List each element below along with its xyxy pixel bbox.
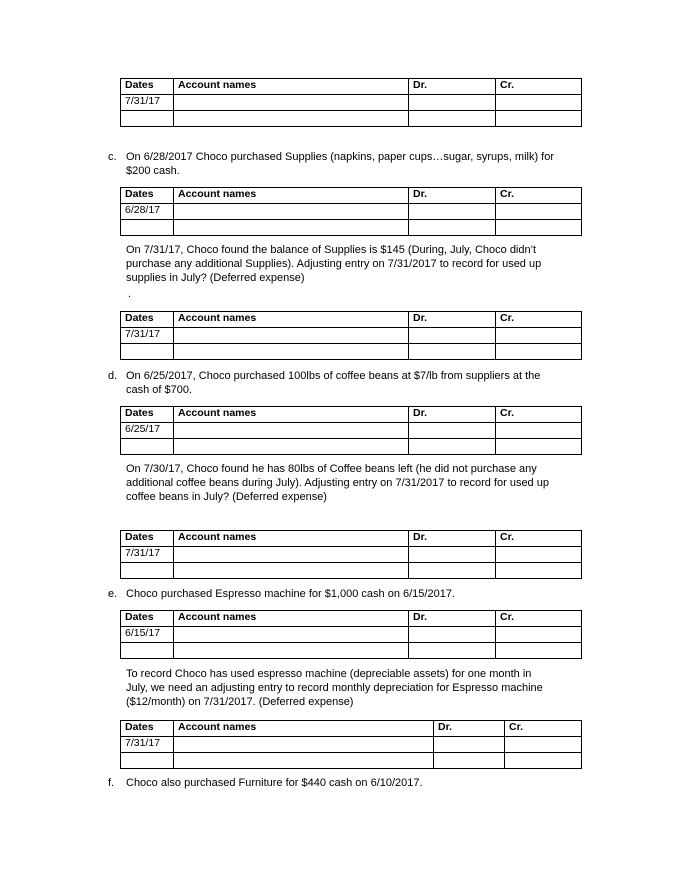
credit-header: Cr. [496,611,582,627]
debit-cell[interactable] [434,753,505,769]
table-row [121,737,582,753]
date-cell: 6/28/17 [121,204,174,220]
account-names-header: Account names [174,721,434,737]
credit-header: Cr. [496,312,582,328]
dates-header: Dates [121,79,174,95]
credit-cell[interactable] [496,220,582,236]
date-cell: 7/31/17 [121,95,174,111]
table-row [121,627,582,643]
account-names-header: Account names [174,188,409,204]
date-cell: 7/31/17 [121,328,174,344]
account-names-header: Account names [174,312,409,328]
journal-table-3 [120,311,582,360]
item-e-adjusting-text [126,667,543,709]
credit-cell[interactable] [496,423,582,439]
credit-cell[interactable] [496,547,582,563]
credit-cell[interactable] [496,439,582,455]
debit-header: Dr. [409,79,496,95]
table-header-row [121,611,582,627]
text-line: On 6/28/2017 Choco purchased Supplies (napkins, paper cups…sugar, syrups, milk) for [126,151,555,163]
account-cell[interactable] [174,563,409,579]
table-row [121,547,582,563]
debit-cell[interactable] [409,547,496,563]
dates-header: Dates [121,721,174,737]
debit-header: Dr. [409,188,496,204]
journal-table-2 [120,187,582,236]
account-cell[interactable] [174,753,434,769]
table-row [121,423,582,439]
text-line: cash of $700. [126,384,193,396]
table-header-row [121,312,582,328]
item-e-text [126,587,455,601]
journal-table-5 [120,530,582,579]
account-cell[interactable] [174,111,409,127]
journal-table-7 [120,720,582,769]
item-d-letter: d. [108,370,118,382]
debit-cell[interactable] [409,439,496,455]
table-row [121,95,582,111]
dates-header: Dates [121,531,174,547]
table-header-row [121,531,582,547]
journal-table-6 [120,610,582,659]
table-header-row [121,79,582,95]
credit-header: Cr. [496,79,582,95]
text-line: On 6/25/2017, Choco purchased 100lbs of coffee beans at $7/lb from suppliers at the [126,370,541,382]
journal-table-4 [120,406,582,455]
debit-cell[interactable] [434,737,505,753]
journal-table-1 [120,78,582,127]
date-cell[interactable] [121,439,174,455]
table-header-row [121,721,582,737]
debit-header: Dr. [434,721,505,737]
account-names-header: Account names [174,79,409,95]
text-line: On 7/30/17, Choco found he has 80lbs of Coffee beans left (he did not purchase any [126,463,537,475]
text-line: ($12/month) on 7/31/2017. (Deferred expense) [126,696,354,708]
date-cell: 6/15/17 [121,627,174,643]
date-cell[interactable] [121,220,174,236]
credit-cell[interactable] [505,753,582,769]
account-cell[interactable] [174,627,409,643]
credit-cell[interactable] [496,111,582,127]
date-cell: 7/31/17 [121,547,174,563]
text-line: Choco purchased Espresso machine for $1,000 cash on 6/15/2017. [126,588,455,600]
date-cell[interactable] [121,753,174,769]
item-c-adjusting-text [126,243,541,285]
text-line: Choco also purchased Furniture for $440 cash on 6/10/2017. [126,777,423,789]
text-line: coffee beans in July? (Deferred expense) [126,491,327,503]
date-cell[interactable] [121,111,174,127]
text-line: July, we need an adjusting entry to record monthly depreciation for Espresso machine [126,682,543,694]
table-header-row [121,407,582,423]
credit-header: Cr. [505,721,582,737]
text-line: additional coffee beans during July). Adjusting entry on 7/31/2017 to record for used up [126,477,549,489]
account-cell[interactable] [174,344,409,360]
debit-cell[interactable] [409,220,496,236]
text-line: $200 cash. [126,165,180,177]
dates-header: Dates [121,188,174,204]
credit-cell[interactable] [505,737,582,753]
debit-header: Dr. [409,531,496,547]
debit-cell[interactable] [409,563,496,579]
debit-header: Dr. [409,407,496,423]
credit-cell[interactable] [496,563,582,579]
table-header-row [121,188,582,204]
table-row [121,439,582,455]
item-d-adjusting-text [126,462,549,504]
text-line: purchase any additional Supplies). Adjusting entry on 7/31/2017 to record for used up [126,258,542,270]
stray-dot: . [128,288,132,300]
dates-header: Dates [121,312,174,328]
text-line: To record Choco has used espresso machine (depreciable assets) for one month in [126,668,532,680]
account-names-header: Account names [174,407,409,423]
text-line: On 7/31/17, Choco found the balance of Supplies is $145 (During, July, Choco didn’t [126,244,537,256]
debit-cell[interactable] [409,627,496,643]
item-c-letter: c. [108,151,117,163]
credit-cell[interactable] [496,328,582,344]
date-cell[interactable] [121,344,174,360]
credit-cell[interactable] [496,627,582,643]
credit-cell[interactable] [496,344,582,360]
debit-cell[interactable] [409,111,496,127]
date-cell: 7/31/17 [121,737,174,753]
account-cell[interactable] [174,643,409,659]
credit-header: Cr. [496,531,582,547]
credit-header: Cr. [496,188,582,204]
date-cell[interactable] [121,563,174,579]
table-row [121,204,582,220]
account-cell[interactable] [174,439,409,455]
table-row [121,753,582,769]
debit-cell[interactable] [409,423,496,439]
text-line: supplies in July? (Deferred expense) [126,272,305,284]
debit-cell[interactable] [409,344,496,360]
item-e-letter: e. [108,588,118,600]
credit-cell[interactable] [496,95,582,111]
item-f-text [126,776,423,790]
debit-header: Dr. [409,312,496,328]
date-cell[interactable] [121,643,174,659]
account-cell[interactable] [174,423,409,439]
debit-header: Dr. [409,611,496,627]
credit-cell[interactable] [496,204,582,220]
table-row [121,111,582,127]
table-row [121,220,582,236]
debit-cell[interactable] [409,643,496,659]
debit-cell[interactable] [409,328,496,344]
table-row [121,643,582,659]
table-row [121,328,582,344]
table-row [121,344,582,360]
item-f-letter: f. [108,777,115,789]
debit-cell[interactable] [409,95,496,111]
table-row [121,563,582,579]
date-cell: 6/25/17 [121,423,174,439]
credit-cell[interactable] [496,643,582,659]
account-names-header: Account names [174,611,409,627]
credit-header: Cr. [496,407,582,423]
account-cell[interactable] [174,220,409,236]
account-cell[interactable] [174,737,434,753]
account-cell[interactable] [174,204,409,220]
account-cell[interactable] [174,547,409,563]
item-d-text [126,369,540,397]
dates-header: Dates [121,611,174,627]
item-c-text [126,150,554,178]
dates-header: Dates [121,407,174,423]
account-cell[interactable] [174,95,409,111]
account-cell[interactable] [174,328,409,344]
account-names-header: Account names [174,531,409,547]
debit-cell[interactable] [409,204,496,220]
